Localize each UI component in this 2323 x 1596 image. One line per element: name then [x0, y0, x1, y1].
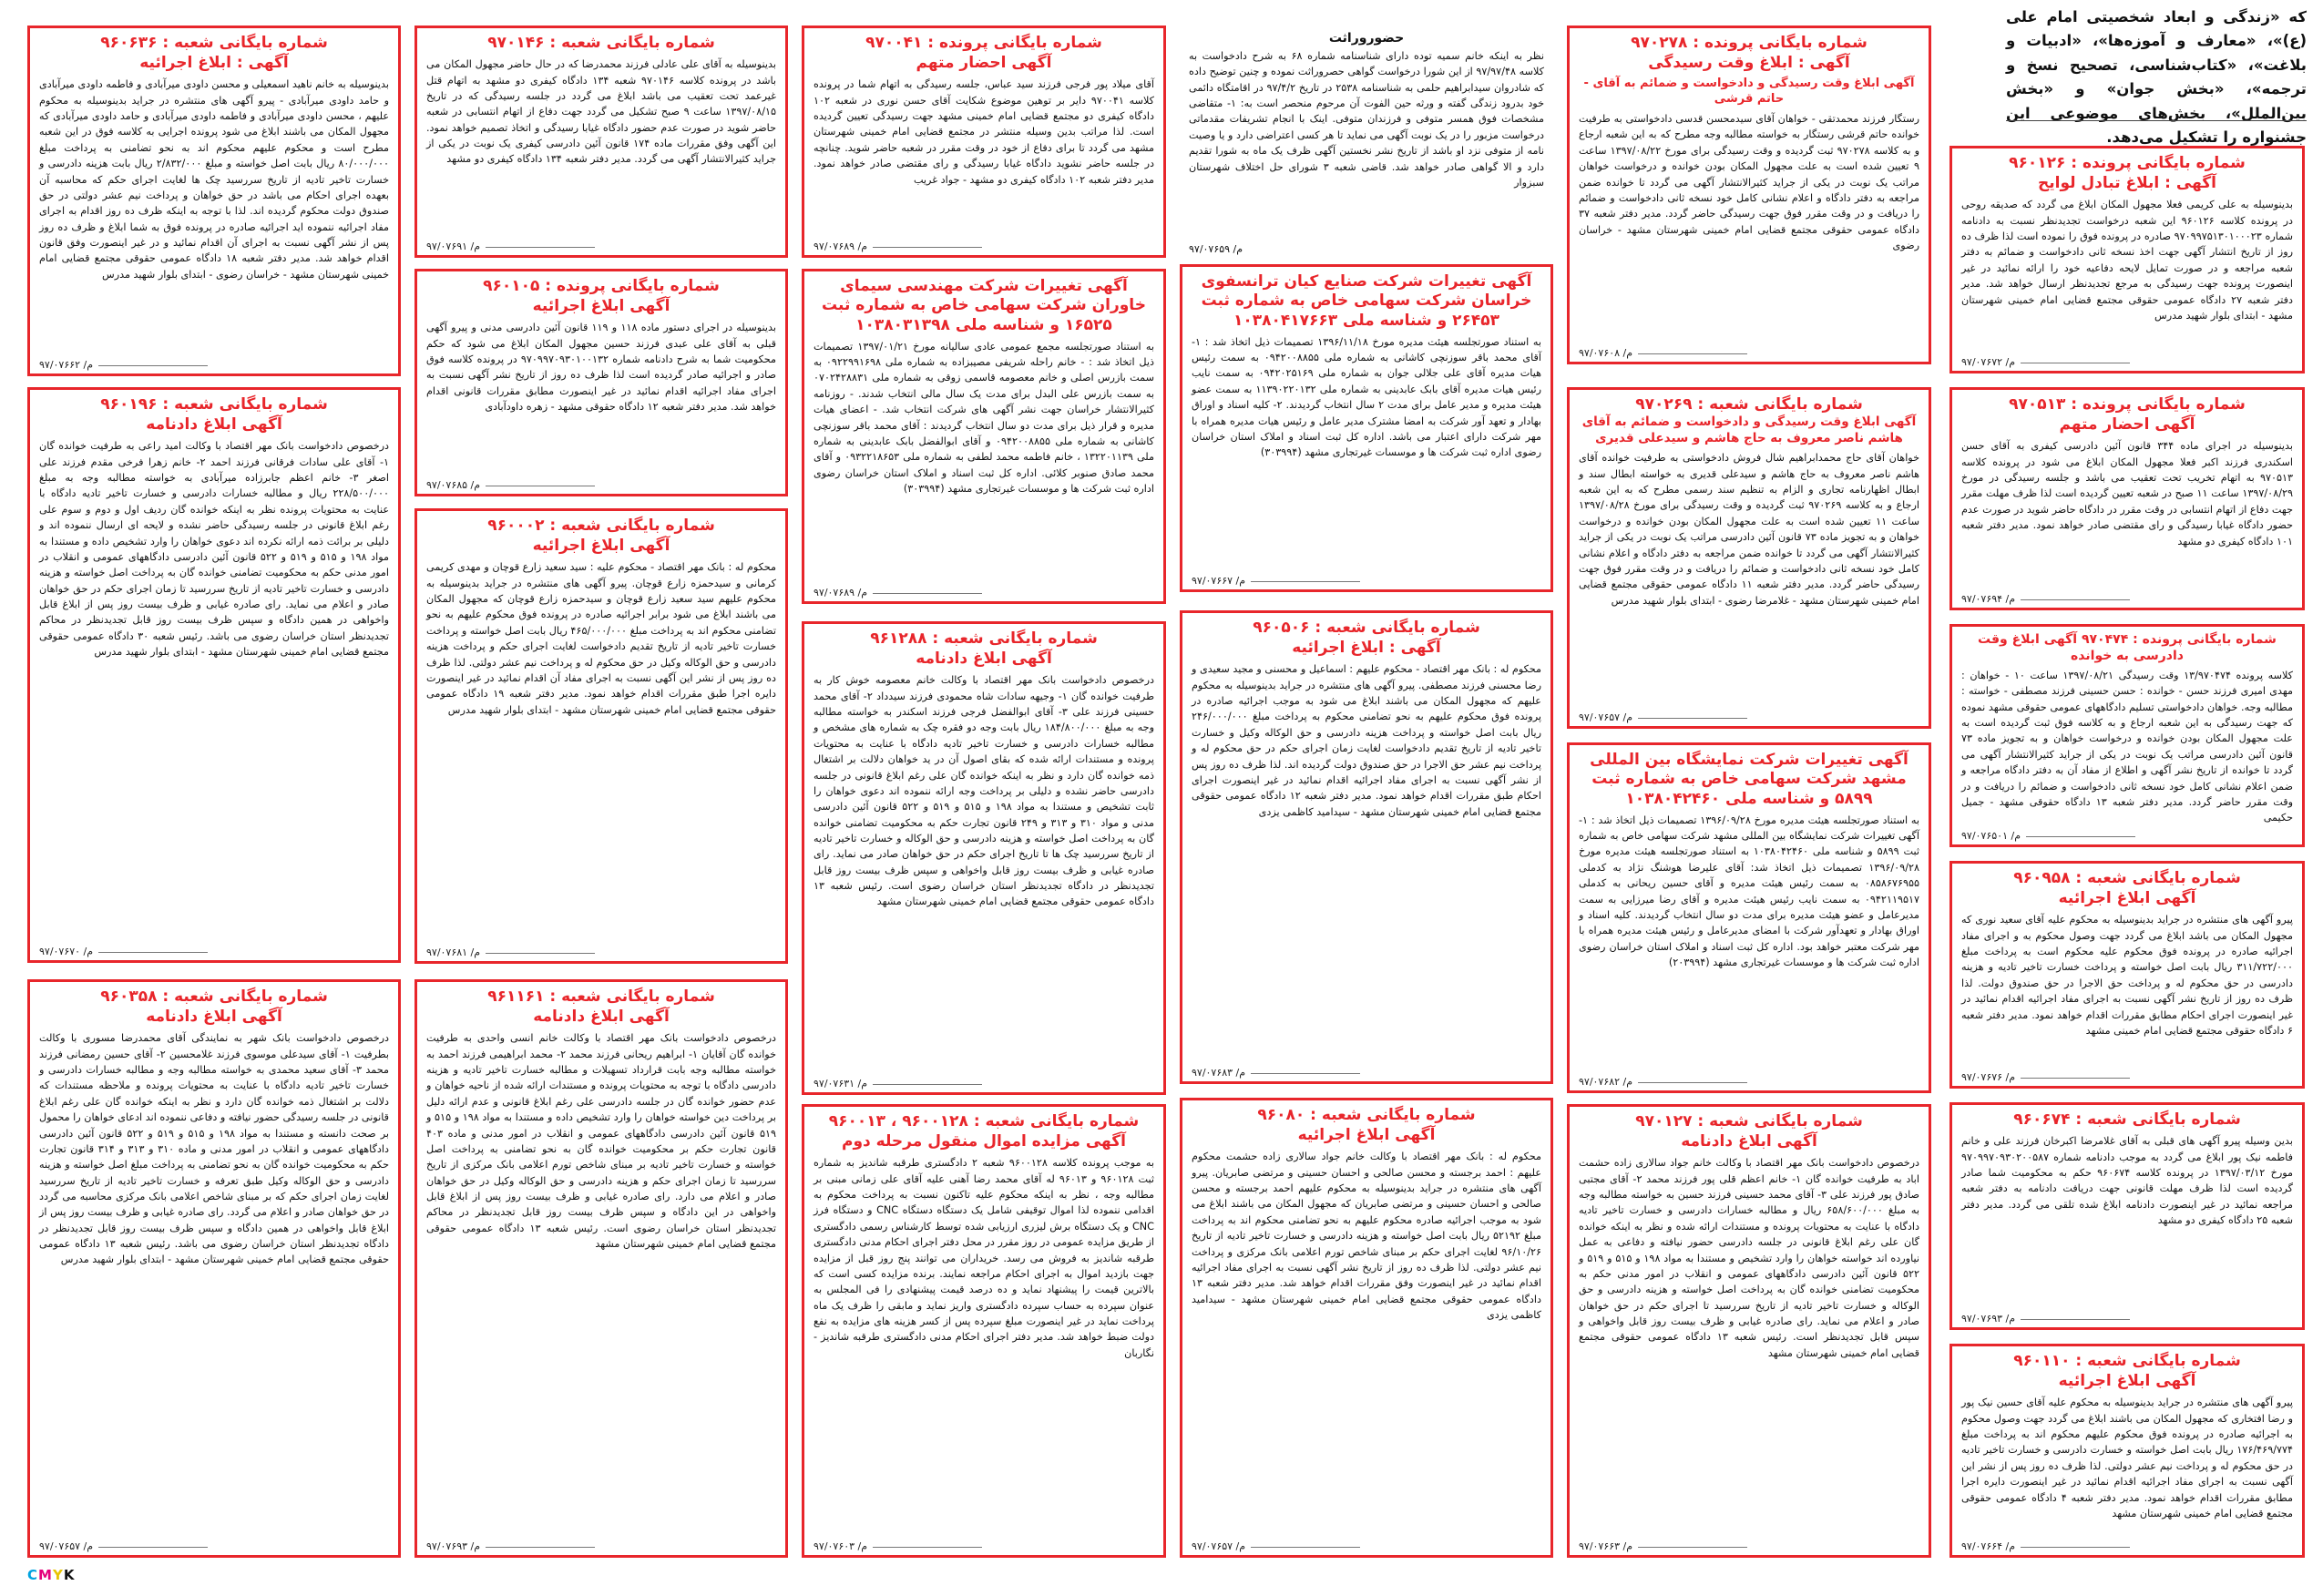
ad-box	[414, 26, 788, 258]
ad-box	[414, 269, 788, 496]
ad-body: بدینوسیله به علی کریمی فعلا مجهول المکان ابلاغ می گردد که صدیقه روحی در پرونده کلاسه ۹۶۰۱۲۶ این شعبه درخواست تجدیدنظر نسبت به دادنامه شماره ۹۷۰۹۹۷۵۱۳۰۱۰۰۰۲۳ صادره در پرونده فوق را نموده است لذا ظرف ده روز از تاریخ انتشار آگهی جهت اخذ نسخه ثانی دادخواست و ضمائم به دفتر شعبه مراجعه و در صورت تمایل لایحه دفاعیه خود را ارائه نمائید در غیر اینصورت پرونده جهت رسیدگی به مرجع تجدیدنظر ارسال خواهد شد. مدیر دفتر شعبه ۲۷ دادگاه عمومی حقوقی مجتمع قضایی امام خمینی شهرستان مشهد - ابتدای بلوار شهید مدرس	[1961, 199, 2293, 322]
ad-number: شماره بایگانی شعبه : ۹۷۰۲۶۹	[1635, 395, 1863, 414]
ad-number: شماره بایگانی شعبه : ۹۶۰۳۵۸	[100, 987, 328, 1006]
ad-number: شماره بایگانی شعبه : ۹۶۰۰۱۲۸ ، ۹۶۰۰۱۳	[828, 1112, 1140, 1130]
ad-box	[414, 508, 788, 964]
ad-box	[27, 979, 401, 1558]
ad-code: ۹۷/۰۷۶۳۱ /م	[814, 1078, 982, 1090]
ad-title: آگهی : ابلاغ اجرائیه	[139, 54, 289, 73]
ad-title: آگهی : ابلاغ تبادل لوایح	[2037, 174, 2217, 193]
ad-body: پیرو آگهی های منتشره در جراید بدینوسیله به محکوم علیه آقای حسین نیک پور و رضا افتخاری که مجهول المکان می باشند ابلاغ می گردد جهت وصول محکوم به اجرائیه صادره در پرونده فوق محکوم علیهم محکوم اند به پرداخت مبلغ ۱۷۶/۴۶۹/۷۷۴ ریال بابت اصل خواسته و خسارت دادرسی و خسارت تاخیر تادیه در حق محکوم له و پرداخت نیم عشر دولتی. لذا ظرف ده روز پس از نشر این آگهی نسبت به اجرای مفاد اجرائیه اقدام نمائید در غیر اینصورت دایره اجرا مطابق مقررات اقدام خواهد نمود. مدیر دفتر شعبه ۴ دادگاه عمومی حقوقی مجتمع قضایی امام خمینی شهرستان مشهد	[1961, 1396, 2293, 1519]
ad-body: محکوم له : بانک مهر اقتصاد با وکالت خانم جواد سالاری زاده حشمت محکوم علیهم : احمد برجسته و محسن صالحی و احسان حسینی و مرتضی صابریان. پیرو آگهی های منتشره در جراید بدینوسیله به محکوم علیهم احمد برجسته و محسن صالحی و احسان حسینی و مرتضی صابریان که مجهول المکان می باشند ابلاغ می شود به موجب اجرائیه صادره محکوم علیهم به نحو تضامنی محکوم اند به پرداخت مبلغ ۵۲۱۹۲ ریال بابت اصل خواسته و هزینه دادرسی و خسارت تاخیر تادیه از تاریخ ۹۶/۱۰/۲۶ لغایت اجرای حکم بر مبنای شاخص تورم اعلامی بانک مرکزی و پرداخت نیم عشر دولتی. لذا ظرف ده روز از تاریخ نشر آگهی نسبت به اجرای مفاد اجرائیه اقدام نمائید در غیر اینصورت وفق مقررات اقدام خواهد شد. مدیر دفتر شعبه ۱۳ دادگاه عمومی حقوقی مجتمع قضایی امام خمینی شهرستان مشهد - سیدامید کاظمی یزدی	[1192, 1151, 1541, 1321]
ad-body: بدینوسیله در اجرای دستور ماده ۱۱۸ و ۱۱۹ قانون آئین دادرسی مدنی و پیرو آگهی قبلی به آقای علی عبدی فرزند حسین مجهول المکان ابلاغ می شود که حکم محکومیت شما به شرح دادنامه شماره ۹۷۰۹۹۷۰۹۳۰۱۰۰۱۳۲ در پرونده کلاسه فوق صادر و اجرائیه صادر گردیده است لذا ظرف ده روز از تاریخ نشر آگهی نسبت به اجرای مفاد اجرائیه اقدام نمائید در غیر اینصورت مطابق مقررات قانونی اقدام خواهد شد. مدیر دفتر شعبه ۱۲ دادگاه حقوقی مشهد - زهره داودآبادی	[426, 322, 777, 414]
ad-number: شماره بایگانی شعبه : ۹۶۰۸۰	[1257, 1106, 1476, 1124]
ad-code: ۹۷/۰۷۶۹۱ /م	[426, 240, 595, 252]
ad-number: شماره بایگانی شعبه : ۹۷۰۱۴۶	[487, 34, 715, 52]
ad-code: ۹۷/۰۷۶۶۲ /م	[39, 359, 208, 371]
ad-title: آگهی ابلاغ دادنامه	[146, 415, 282, 435]
ad-title: آگهی ابلاغ اجرائیه	[2058, 889, 2196, 908]
ad-body: بدینوسیله در اجرای ماده ۳۴۴ قانون آئین دادرسی کیفری به آقای حسن اسکندری فرزند اکبر فعلا مجهول المکان ابلاغ می شود در پرونده کلاسه ۹۷۰۵۱۳ به اتهام تخریب تحت تعقیب می باشد و جلسه رسیدگی در مورخ ۱۳۹۷/۰۸/۲۹ ساعت ۱۱ صبح در شعبه تعیین گردیده است لذا ظرف مهلت مقرر جهت دفاع از اتهام انتسابی در وقت مقرر در دادگاه حاضر شوید در صورت عدم حضور دادگاه غیابا رسیدگی و رای مقتضی صادر خواهد نمود. مدیر دفتر شعبه ۱۰۱ دادگاه کیفری دو مشهد	[1961, 440, 2294, 547]
divider	[2006, 120, 2307, 121]
ad-title: آگهی احضار متهم	[916, 54, 1052, 73]
ad-number: شماره بایگانی پرونده : ۹۷۰۴۷۴ آگهی ابلاغ وقت دادرسی به خوانده	[1978, 632, 2277, 663]
ad-body: خواهان آقای حاج محمدابراهیم شال فروش دادخواستی به طرفیت خوانده آقای هاشم ناصر معروف به حاج هاشم و سیدعلی قدیری به خواسته ابطال سند و ابطال اظهارنامه تجاری و الزام به تنظیم سند رسمی مطرح که به این شعبه ارجاع و به کلاسه ۹۷۰۲۶۹ ثبت گردیده و وقت رسیدگی برای مورخ ۱۳۹۷/۰۸/۲۸ ساعت ۱۱ تعیین شده است به علت مجهول المکان بودن خوانده و درخواست خواهان و به تجویز ماده ۷۳ قانون آئین دادرسی مراتب یک نوبت در یکی از جراید کثیرالانتشار آگهی می گردد تا خوانده ضمن مراجعه به دفتر دادگاه و اعلام نشانی کامل خود نسخه ثانی دادخواست و ضمائم را دریافت و در وقت مقرر فوق جهت رسیدگی حاضر گردد. مدیر دفتر شعبه ۱۱ دادگاه عمومی حقوقی مجتمع قضایی امام خمینی شهرستان مشهد - غلامرضا رضوی - ابتدای بلوار شهید مدرس	[1579, 452, 1919, 607]
ad-title: آگهی ابلاغ وقت رسیدگی و دادخواست و ضمائم به آقای هاشم ناصر معروف به حاج هاشم و سیدعلی قدیری	[1581, 414, 1917, 445]
ad-code: ۹۷/۰۷۶۹۳ /م	[426, 1540, 595, 1552]
ad-number: آگهی تغییرات شرکت مهندسی سیمای خاوران شرکت سهامی خاص به شماره ثبت ۱۶۵۲۵ و شناسه ملی ۱۰۳۸۰۳۱۳۹۸	[822, 277, 1146, 334]
ad-code: ۹۷/۰۷۶۰۸ /م	[1579, 347, 1747, 359]
ad-box	[27, 387, 401, 963]
ad-code: ۹۷/۰۷۶۹۳ /م	[1961, 1313, 2130, 1325]
ad-code: ۹۷/۰۷۶۶۴ /م	[1961, 1540, 2130, 1552]
ad-code: ۹۷/۰۷۶۸۲ /م	[1579, 1076, 1747, 1088]
ad-body: کلاسه پرونده ۱۳/۹۷۰۴۷۴ وقت رسیدگی ۱۳۹۷/۰۸/۲۱ ساعت ۱۰ - خواهان : مهدی امیری فرزند حسن - خوانده : حسن حسینی فرزند مصطفی - خواسته : مطالبه وجه. خواهان دادخواستی تسلیم دادگاههای عمومی حقوقی مشهد نموده که جهت رسیدگی به این شعبه ارجاع و به کلاسه فوق ثبت گردیده است به علت مجهول المکان بودن خوانده و درخواست خواهان و به تجویز ماده ۷۳ قانون آئین دادرسی مراتب یک نوبت در یکی از جراید کثیرالانتشار آگهی می گردد تا خوانده از تاریخ نشر آگهی و اطلاع از مفاد آن به دفتر دادگاه مراجعه و ضمن اعلام نشانی کامل خود نسخه ثانی دادخواست و ضمائم را دریافت و در وقت مقرر حاضر گردد. مدیر دفتر شعبه ۱۳ دادگاه حقوقی مشهد - جمیل حکیمی	[1961, 670, 2294, 824]
ad-body: به استناد صورتجلسه مجمع عمومی عادی سالیانه مورخ ۱۳۹۷/۰۱/۲۱ تصمیمات ذیل اتخاذ شد : - خانم راحله شریفی مصیبزاده به شماره ملی ۰۹۲۲۹۹۱۶۹۸ به سمت بازرس اصلی و خانم معصومه قاسمی زوقی به شماره ملی ۰۷۰۲۴۲۸۸۳۱ به سمت بازرس علی البدل برای مدت یک سال مالی انتخاب شدند. - روزنامه کثیرالانتشار خراسان جهت نشر آگهی های شرکت انتخاب شد. - اعضای هیات مدیره و قرار ذیل برای مدت دو سال انتخاب گردیدند : آقای محمد باقر سوزنچی کاشانی به شماره ملی ۰۹۴۲۰۰۸۸۵۵ و آقای ابوالفضل بابک عابدینی به شماره ملی ۱۳۲۲۰۱۱۳۹ ، خانم فاطمه محمد لطفی به شماره ملی ۰۹۳۲۲۱۸۶۵۳ و آقای محمد صادق صنوبر کلائی. اداره کل ثبت اسناد و املاک استان خراسان رضوی اداره ثبت شرکت ها و موسسات غیرتجاری مشهد (۳۰۳۹۹۴)	[814, 340, 1155, 495]
ad-body: بدین وسیله پیرو آگهی های قبلی به آقای غلامرضا اکبرخان فرزند علی و خانم فاطمه نیک پور ابلاغ می گردد به موجب دادنامه شماره ۹۷۰۹۹۷۰۹۳۰۲۰۰۵۸۷ مورخ ۱۳۹۷/۰۳/۱۲ در پرونده کلاسه ۹۶۰۶۷۴ حکم به محکومیت شما صادر گردیده است لذا ظرف مهلت قانونی جهت دریافت دادنامه به دفتر شعبه مراجعه نمائید در غیر اینصورت دادنامه ابلاغ شده تلقی می گردد. مدیر دفتر شعبه ۲۵ دادگاه کیفری دو مشهد	[1961, 1135, 2293, 1227]
ad-body: درخصوص دادخواست بانک مهر اقتصاد با وکالت امید راعی به طرفیت خوانده گان ۱- آقای علی سادات فرقانی فرزند احمد ۲- خانم زهرا فرخی مقدم فرزند علی اصغر ۳- خانم اعظم جابرزاده میرآبادی به خواسته مطالبه وجه به مبلغ ۲۲۸/۵۰۰/۰۰۰ ریال و مطالبه خسارات دادرسی و خسارت تاخیر تادیه دادگاه با عنایت به محتویات پرونده نظر به اینکه خوانده گان ردیف اول و دوم و سوم علی رغم ابلاغ قانونی در جلسه رسیدگی حاضر نشده و لایحه ای ارسال ننموده اند و دلیلی بر برائت ذمه ارائه نکرده اند دعوی خواهان را وارد تشخیص داده و مستندا به مواد ۱۹۸ و ۵۱۵ و ۵۱۹ و ۵۲۲ قانون آئین دادرسی دادگاههای عمومی و انقلاب در امور مدنی حکم به محکومیت تضامنی خوانده گان به پرداخت اصل خواسته و هزینه دادرسی و خسارت تاخیر تادیه از تاریخ سررسید تا زمان اجرای حکم در حق خواهان صادر و اعلام می نماید. رای صادره غیابی و ظرف بیست روز پس از ابلاغ قابل واخواهی در همین دادگاه و سپس ظرف بیست روز قابل تجدیدنظر در محاکم تجدیدنظر استان خراسان رضوی می باشد. رئیس شعبه ۳۰ دادگاه عمومی حقوقی مجتمع قضایی امام خمینی شهرستان مشهد - ابتدای بلوار شهید مدرس	[39, 440, 390, 659]
ad-box	[1949, 146, 2305, 373]
ad-body: پیرو آگهی های منتشره در جراید بدینوسیله به محکوم علیه آقای سعید نوری که مجهول المکان می باشد ابلاغ می گردد جهت وصول محکوم به و اجرای مفاد اجرائیه صادره در پرونده فوق محکوم علیه محکوم است به پرداخت مبلغ ۳۱۱/۷۲۲/۰۰۰ ریال بابت اصل خواسته و پرداخت خسارت تاخیر تادیه و هزینه دادرسی در حق محکوم له و پرداخت حق الاجرا در حق صندوق دولت. لذا ظرف ده روز از تاریخ نشر آگهی نسبت به اجرای مفاد اجرائیه اقدام نمائید در غیر اینصورت اجرای احکام مطابق مقررات اقدام خواهد نمود. مدیر دفتر شعبه ۶ دادگاه حقوقی مجتمع قضایی امام خمینی مشهد	[1961, 914, 2293, 1037]
cmyk-y: Y	[52, 1567, 64, 1583]
ad-number: شماره بایگانی پرونده : ۹۶۰۱۰۵	[483, 277, 720, 295]
ad-body: رستگار فرزند محمدتقی - خواهان آقای سیدمحسن قدسی دادخواستی به طرفیت خوانده حاتم قرشی رستگار به خواسته مطالبه وجه مطرح که به این شعبه ارجاع و به کلاسه ۹۷۰۲۷۸ ثبت گردیده و وقت رسیدگی برای مورخ ۱۳۹۷/۰۸/۲۲ ساعت ۹ تعیین شده است به علت مجهول المکان بودن خوانده و درخواست خواهان مراتب یک نوبت در یکی از جراید کثیرالانتشار آگهی می گردد تا خوانده ضمن مراجعه به دفتر دادگاه و اعلام نشانی کامل خود نسخه ثانی دادخواست و ضمائم را دریافت و در وقت مقرر فوق جهت رسیدگی حاضر گردد. مدیر دفتر شعبه ۳۷ دادگاه عمومی حقوقی مجتمع قضایی امام خمینی شهرستان مشهد - خراسان رضوی	[1579, 113, 1919, 251]
ad-box	[802, 621, 1166, 1095]
ad-code: ۹۷/۰۷۶۷۶ /م	[1961, 1071, 2130, 1083]
ad-code: ۹۷/۰۷۶۰۳ /م	[814, 1540, 982, 1552]
cmyk-k: K	[63, 1567, 76, 1583]
ad-number: شماره بایگانی شعبه : ۹۶۰۵۰۶	[1253, 619, 1480, 637]
ad-box	[802, 26, 1166, 258]
ad-code: ۹۷/۰۷۶۸۵ /م	[426, 479, 595, 491]
ad-body: به موجب پرونده کلاسه ۹۶۰۰۱۲۸ شعبه ۲ دادگستری طرقبه شاندیز به شماره ثبت ۹۶۰۱۲۸ و ۹۶۰۱۳ له آقای محمد رضا آهنی علیه آقای علی زمانی مبنی بر مطالبه وجه ، نظر به اینکه محکوم علیه تاکنون نسبت به پرداخت محکوم به اقدامی ننموده لذا اموال توقیفی شامل یک دستگاه دستگاه CNC و دستگاه فرز CNC و یک دستگاه برش لیزری ارزیابی شده توسط کارشناس رسمی دادگستری از طریق مزایده عمومی در روز مقرر در محل دفتر اجرای احکام مدنی دادگستری طرقبه شاندیز به فروش می رسد. خریداران می توانند پنج روز قبل از مزایده جهت بازدید اموال به اجرای احکام مراجعه نمایند. برنده مزایده کسی است که بالاترین قیمت را پیشنهاد نماید و ده درصد قیمت پیشنهادی را فی المجلس به عنوان سپرده به حساب سپرده دادگستری واریز نماید و مابقی را ظرف یک ماه پرداخت نماید در غیر اینصورت مبلغ سپرده پس از کسر هزینه های مزایده به نفع دولت ضبط خواهد شد. مدیر دفتر اجرای احکام مدنی دادگستری طرقبه شاندیز - نگاربان	[814, 1157, 1155, 1359]
ad-title: آگهی مزایده اموال منقول مرحله دوم	[842, 1132, 1126, 1151]
ad-code: ۹۷/۰۷۶۵۰۱ /م	[1961, 830, 2135, 842]
ad-number: شماره بایگانی شعبه : ۹۶۰۹۵۸	[2013, 869, 2241, 887]
ad-code: ۹۷/۰۷۶۵۷ /م	[1192, 1540, 1360, 1552]
ad-body: محکوم له : بانک مهر اقتصاد - محکوم علیه : سید سعید زارع قوچان و مهدی کریمی کرمانی و سیدحمزه زارع قوچان. پیرو آگهی های منتشره در جراید بدینوسیله به محکوم علیهم سید سعید زارع قوچان و سیدحمزه زارع قوچان که مجهول المکان می باشند ابلاغ می شود برابر اجرائیه صادره در پرونده فوق محکوم علیهم به نحو تضامنی محکوم اند به پرداخت مبلغ ۴۶۵/۰۰۰/۰۰۰ ریال بابت اصل خواسته و پرداخت خسارت تاخیر تادیه از تاریخ تقدیم دادخواست لغایت اجرای حکم و پرداخت هزینه دادرسی و حق الوکاله وکیل در حق محکوم له و پرداخت نیم عشر دولتی. لذا ظرف ده روز پس از نشر این آگهی نسبت به اجرای مفاد آن اقدام نمائید در غیر اینصورت دایره اجرا طبق مقررات اقدام خواهد نمود. مدیر دفتر شعبه ۱۹ دادگاه عمومی حقوقی مجتمع قضایی امام خمینی شهرستان مشهد - ابتدای بلوار شهید مدرس	[426, 561, 776, 716]
ad-body: به استناد صورتجلسه هیئت مدیره مورخ ۱۳۹۶/۱۱/۱۸ تصمیمات ذیل اتخاذ شد : ۱- آقای محمد باقر سوزنچی کاشانی به شماره ملی ۰۹۴۲۰۰۸۸۵۵ به سمت رئیس هیات مدیره آقای علی جلالی جوان به شماره ملی ۰۹۴۲۰۲۵۱۶۹ به سمت نایب رئیس هیات مدیره آقای بابک عابدینی به شماره ملی ۱۱۳۹۰۲۲۰۱۳۲ به سمت عضو هیئت مدیره و مدیر عامل برای مدت ۲ سال انتخاب گردیدند. ۲- کلیه اسناد و اوراق بهادار و تعهد آور شرکت به امضا مشترک مدیر عامل و رئیس هیات مدیره همراه با مهر شرکت دارای اعتبار می باشد. اداره کل ثبت اسناد و املاک استان خراسان رضوی اداره ثبت شرکت ها و موسسات غیرتجاری مشهد (۳۰۳۹۹۴)	[1192, 335, 1541, 459]
ad-box	[1949, 1102, 2305, 1330]
ad-title: آگهی احضار متهم	[2059, 415, 2195, 435]
ad-title: آگهی : ابلاغ اجرائیه	[1292, 639, 1441, 658]
ad-title: آگهی ابلاغ اجرائیه	[532, 537, 670, 556]
ad-code: ۹۷/۰۷۶۶۷ /م	[1192, 575, 1360, 587]
ad-body: نظر به اینکه خانم سمیه توده دارای شناسنامه شماره ۶۸ به شرح دادخواست به کلاسه ۹۷/۹۷/۴۸ از این شورا درخواست گواهی حصروراثت نموده و چنین توضیح داده که شادروان سیدابراهیم حلمی به شناسنامه ۲۵۳۸ در تاریخ ۹۷/۴/۲ در اقامتگاه دائمی خود بدرود زندگی گفته و ورثه حین الفوت آن مرحوم منحصر است به: ۱- متقاضی مشخصات فوق همسر متوفی و فرزندان متوفی. اینک با انجام تشریفات مقدماتی درخواست مزبور را در یک نوبت آگهی می نماید تا هر کسی اعتراضی دارد و یا وصیت نامه از متوفی نزد او باشد از تاریخ نشر نخستین آگهی ظرف یک ماه به شورا تقدیم دارد و الا گواهی صادر خواهد شد. قاضی شعبه ۳ شورای حل اختلاف شهرستان سبزوار	[1189, 50, 1545, 189]
ad-box	[1567, 1104, 1931, 1558]
ad-box	[1949, 1344, 2305, 1558]
ad-number: شماره بایگانی شعبه : ۹۷۰۱۲۷	[1635, 1112, 1863, 1130]
ad-box	[1180, 610, 1553, 1084]
ad-box	[1949, 861, 2305, 1089]
ad-box	[1180, 1098, 1553, 1558]
ad-body: درخصوص دادخواست بانک شهر به نمایندگی آقای محمدرضا مسوری با وکالت بطرفیت ۱- آقای سیدعلی موسوی فرزند غلامحسین ۲- آقای حسین رمضانی فرزند محمد ۳- آقای سعید محمدی به خواسته مطالبه وجه و مطالبه خسارات دادرسی و خسارت تاخیر تادیه دادگاه با عنایت به محتویات پرونده و ملاحظه مستندات که دلالت بر اشتغال ذمه خوانده گان دارد و نظر به اینکه خوانده گان علی رغم ابلاغ قانونی در جلسه رسیدگی حضور نیافته و دفاعی ننموده اند ادعای خواهان را محمول بر صحت دانسته و مستندا به مواد ۱۹۸ و ۵۱۵ و ۵۱۹ و ۵۲۲ قانون آئین دادرسی دادگاههای عمومی و انقلاب در امور مدنی و ماده ۳۱۰ و ۳۱۳ و ۳۱۴ قانون تجارت حکم به محکومیت خوانده گان به نحو تضامنی به پرداخت مبلغ اصل خواسته و هزینه دادرسی و حق الوکاله وکیل طبق تعرفه و خسارت تاخیر تادیه از تاریخ سررسید لغایت زمان اجرای حکم که بر مبنای شاخص اعلامی بانک مرکزی محاسبه می گردد در حق خواهان صادر و اعلام می گردد. رای صادره غیابی و ظرف بیست روز پس از ابلاغ قابل واخواهی در همین دادگاه و سپس ظرف بیست روز قابل تجدیدنظر در دادگاه تجدیدنظر استان خراسان رضوی می باشد. رئیس شعبه ۱۳ دادگاه عمومی حقوقی مجتمع قضایی امام خمینی شهرستان مشهد - ابتدای بلوار شهید مدرس	[39, 1032, 390, 1266]
ad-number: شماره بایگانی پرونده : ۹۷۰۲۷۸	[1631, 34, 1868, 52]
ad-box	[802, 1104, 1166, 1558]
ad-title: آگهی ابلاغ دادنامه	[1681, 1132, 1817, 1151]
ad-number: شماره بایگانی شعبه : ۹۶۰۱۱۰	[2013, 1352, 2241, 1370]
ad-box	[1949, 624, 2305, 847]
ad-code: ۹۷/۰۷۶۵۷ /م	[1579, 711, 1747, 723]
ad-box	[27, 26, 401, 376]
ad-body: آقای میلاد پور فرجی فرزند سید عباس، جلسه رسیدگی به اتهام شما در پرونده کلاسه ۹۷۰۰۴۱ دایر بر توهین موضوع شکایت آقای حسن نوری در شعبه ۱۰۲ دادگاه کیفری دو مجتمع قضایی امام خمینی مشهد جهت رسیدگی تعیین گردیده است. لذا مراتب بدین وسیله منتشر در مجتمع قضایی امام خمینی شهرستان مشهد می گردد تا برای دفاع از خود در وقت مقرر در شعبه حاضر شوید. چنانچه در جلسه حاضر نشوید دادگاه غیابا رسیدگی و رای مقتضی صادر خواهد نمود. مدیر دفتر شعبه ۱۰۲ دادگاه کیفری دو مشهد - جواد غریب	[814, 78, 1154, 186]
cmyk-c: C	[27, 1567, 39, 1583]
ad-box	[802, 269, 1166, 604]
ad-body: بدینوسیله به آقای علی عادلی فرزند محمدرضا که در حال حاضر مجهول المکان می باشد در پرونده کلاسه ۹۷۰۱۴۶ شعبه ۱۳۴ دادگاه کیفری دو مشهد به اتهام قتل غیرعمد تحت تعقیب می باشد ابلاغ می گردد در جلسه رسیدگی که در تاریخ ۱۳۹۷/۰۸/۱۵ ساعت ۹ صبح تشکیل می گردد جهت دفاع از اتهام انتسابی در شعبه حاضر شوید در صورت عدم حضور دادگاه غیابا رسیدگی و اتخاذ تصمیم خواهد نمود. این آگهی وفق مقررات ماده ۱۷۴ قانون آئین دادرسی کیفری یک نوبت در یکی از جراید کثیرالانتشار آگهی می گردد. مدیر دفتر شعبه ۱۳۴ دادگاه کیفری دو مشهد	[426, 58, 776, 166]
ad-code: ۹۷/۰۷۶۵۷ /م	[39, 1540, 208, 1552]
ad-code: ۹۷/۰۷۶۸۹ /م	[814, 587, 982, 598]
ad-number: شماره بایگانی شعبه : ۹۶۱۲۸۸	[870, 629, 1098, 648]
cmyk-m: M	[38, 1567, 53, 1583]
ad-code: ۹۷/۰۷۶۸۹ /م	[814, 240, 982, 252]
ad-body: درخصوص دادخواست بانک مهر اقتصاد با وکالت خانم معصومه خوش کار به طرفیت خوانده گان ۱- وجیهه سادات شاه محمودی فرزند سیدداد ۲- آقای محمد حسینی فرزند علی ۳- آقای ابوالفضل فرجی فرزند اسکندر به خواسته مطالبه وجه به مبلغ ۱۸۴/۸۰۰/۰۰۰ ریال بابت وجه دو فقره چک به شماره های مشخص و مطالبه خسارات دادرسی و خسارت تاخیر تادیه دادگاه با عنایت به محتویات پرونده و مستندات ارائه شده که بقای اصول آن در ید خواهان دلالت بر اشتغال ذمه خوانده گان دارد و نظر به اینکه خوانده گان علی رغم ابلاغ قانونی در جلسه دادرسی حاضر نشده و دلیلی بر پرداخت وجه ارائه ننموده اند دعوی خواهان را ثابت تشخیص و مستندا به مواد ۱۹۸ و ۵۱۵ و ۵۱۹ و ۵۲۲ قانون آئین دادرسی مدنی و مواد ۳۱۰ و ۳۱۳ و ۲۴۹ قانون تجارت حکم به محکومیت تضامنی خوانده گان به پرداخت اصل خواسته و هزینه دادرسی و حق الوکاله و خسارت تاخیر تادیه از تاریخ سررسید چک ها تا تاریخ اجرای حکم در حق خواهان صادر می نماید. رای صادره غیابی و ظرف بیست روز قابل واخواهی و سپس ظرف بیست روز قابل تجدیدنظر در دادگاه تجدیدنظر استان خراسان رضوی است. رئیس شعبه ۱۳ دادگاه عمومی حقوقی مجتمع قضایی امام خمینی شهرستان مشهد	[814, 674, 1155, 908]
ad-title: آگهی : ابلاغ وقت رسیدگی	[1648, 54, 1850, 73]
ad-number: شماره بایگانی پرونده : ۹۷۰۵۱۳	[2009, 395, 2246, 414]
ad-code: ۹۷/۰۷۶۷۲ /م	[1961, 356, 2130, 368]
ad-box	[1949, 387, 2305, 610]
ad-box	[1567, 742, 1931, 1093]
cmyk-registration-mark	[27, 1567, 75, 1583]
ad-number: شماره بایگانی شعبه : ۹۶۰۶۷۴	[2013, 1110, 2241, 1129]
ad-code: ۹۷/۰۷۶۶۳ /م	[1579, 1540, 1747, 1552]
ad-title: آگهی ابلاغ دادنامه	[533, 1008, 670, 1027]
ad-code: ۹۷/۰۷۶۹۴ /م	[1961, 593, 2130, 605]
ad-title: آگهی ابلاغ اجرائیه	[2058, 1372, 2196, 1391]
ad-box	[414, 979, 788, 1558]
ad-box	[1567, 26, 1931, 364]
ad-number: شماره بایگانی پرونده : ۹۶۰۱۲۶	[2009, 154, 2246, 172]
ad-body: به استناد صورتجلسه هیئت مدیره مورخ ۱۳۹۶/۰۹/۲۸ تصمیمات ذیل اتخاذ شد : ۱- آگهی تغییرات شرکت نمایشگاه بین المللی مشهد شرکت سهامی خاص به شماره ثبت ۵۸۹۹ و شناسه ملی ۱۰۳۸۰۴۲۴۶۰ به استناد صورتجلسه هیئت مدیره مورخ ۱۳۹۶/۰۹/۲۸ تصمیمات ذیل اتخاذ شد: آقای علیرضا هوشنگ نژاد به کدملی ۰۸۵۸۶۷۶۹۵۵ به سمت رئیس هیئت مدیره و آقای حسین ریحانی به کدملی ۰۹۴۲۱۱۹۵۱۷ به سمت نایب رئیس هیئت مدیره و آقای رضا میرزایی به سمت مدیرعامل و عضو هیئت مدیره برای مدت دو سال انتخاب گردیدند. کلیه اسناد و اوراق بهادار و تعهدآور شرکت با امضای مدیرعامل و رئیس هیئت مدیره همراه با مهر شرکت معتبر خواهد بود. اداره کل ثبت اسناد و املاک استان خراسان رضوی اداره ثبت شرکت ها و موسسات غیرتجاری مشهد (۲۰۳۹۹۴)	[1579, 813, 1920, 968]
ad-number: آگهی تغییرات شرکت نمایشگاه بین المللی مشهد شرکت سهامی خاص به شماره ثبت ۵۸۹۹ و شناسه ملی ۱۰۳۸۰۴۲۴۶۰	[1590, 751, 1909, 808]
ad-title: آگهی ابلاغ اجرائیه	[1297, 1126, 1436, 1145]
ad-code: ۹۷/۰۷۶۷۰ /م	[39, 946, 208, 957]
ad-number: حضوروراثت	[1328, 31, 1405, 46]
ad-title: آگهی ابلاغ دادنامه	[916, 650, 1052, 669]
ad-box	[1180, 264, 1553, 592]
ad-body: درخصوص دادخواست بانک مهر اقتصاد با وکالت خانم انسی واحدی به طرفیت خوانده گان آقایان ۱- ابراهیم ریحانی فرزند محمد ۲- محمد ابراهیمی فرزند احمد به خواسته مطالبه وجه بابت قرارداد تسهیلات و مطالبه خسارت تاخیر تادیه و هزینه دادرسی دادگاه با توجه به محتویات پرونده و مستندات ارائه شده از ناحیه خواهان و عدم حضور خوانده گان در جلسه دادرسی علی رغم ابلاغ قانونی و عدم ارائه دلیل بر پرداخت دین خواسته خواهان را وارد تشخیص داده و مستندا به مواد ۱۹۸ و ۵۱۵ و ۵۱۹ قانون آئین دادرسی دادگاههای عمومی و انقلاب در امور مدنی و ماده ۴۰۳ قانون تجارت حکم بر محکومیت خوانده گان به نحو تضامنی به پرداخت اصل خواسته و خسارت تاخیر تادیه بر مبنای شاخص تورم اعلامی بانک مرکزی از تاریخ سررسید تا زمان اجرای حکم و هزینه دادرسی و حق الوکاله وکیل در حق خواهان صادر و اعلام می دارد. رای صادره غیابی و ظرف بیست روز پس از ابلاغ قابل واخواهی در این دادگاه و سپس ظرف بیست روز قابل تجدیدنظر در محاکم تجدیدنظر استان خراسان رضوی است. رئیس شعبه ۱۳ دادگاه عمومی حقوقی مجتمع قضایی امام خمینی شهرستان مشهد	[426, 1032, 776, 1251]
ad-code: ۹۷/۰۷۶۵۹ /م	[1189, 243, 1243, 255]
top-note-text: که «زندگی و ابعاد شخصیتی امام علی (ع)»، «معارف و آموزه‌ها»، «ادبیات و بلاغت»، «کتاب‌شناسی، تصحیح نسخ و ترجمه»، «بخش جوان» و «بخش بین‌الملل»، بخش‌های موضوعی این جشنواره را تشکیل می‌دهد.	[2006, 8, 2307, 146]
ad-number: آگهی تغییرات شرکت صنایع کیان ترانسفوی خراسان شرکت سهامی خاص به شماره ثبت ۲۶۴۵۳ و شناسه ملی ۱۰۳۸۰۴۱۷۶۶۳	[1201, 272, 1532, 330]
ad-number: شماره بایگانی شعبه : ۹۶۰۶۳۶	[100, 34, 328, 52]
ad-number: شماره بایگانی شعبه : ۹۶۱۱۶۱	[487, 987, 715, 1006]
ad-code: ۹۷/۰۷۶۸۳ /م	[1192, 1067, 1360, 1079]
ad-title: آگهی ابلاغ اجرائیه	[532, 297, 670, 316]
ad-code: ۹۷/۰۷۶۸۱ /م	[426, 946, 595, 958]
ad-body: محکوم له : بانک مهر اقتصاد - محکوم علیهم : اسماعیل و محسنی و مجید سعیدی و رضا محسنی فرزند مصطفی. پیرو آگهی های منتشره در جراید بدینوسیله به محکوم علیهم که مجهول المکان می باشند ابلاغ می شود به موجب اجرائیه صادره در پرونده فوق محکوم علیهم به نحو تضامنی محکوم به پرداخت مبلغ ۲۴۶/۰۰۰/۰۰۰ ریال بابت اصل خواسته و پرداخت هزینه دادرسی و حق الوکاله وکیل و خسارت تاخیر تادیه از تاریخ تقدیم دادخواست لغایت زمان اجرای حکم در حق محکوم له و پرداخت نیم عشر حق الاجرا در حق صندوق دولت گردیده اند. لذا ظرف ده روز پس از نشر آگهی نسبت به اجرای مفاد اجرائیه اقدام نمائید در غیر اینصورت اجرای احکام طبق مقررات اقدام خواهد نمود. مدیر دفتر شعبه ۱۲ دادگاه عمومی حقوقی مجتمع قضایی امام خمینی شهرستان مشهد - سیدامید کاظمی یزدی	[1192, 663, 1541, 818]
ad-title: آگهی ابلاغ دادنامه	[146, 1008, 282, 1027]
ad-box	[1567, 387, 1931, 729]
ad-subtitle: آگهی ابلاغ وقت رسیدگی و دادخواست و ضمائم به آقای - حاتم قرشی	[1583, 77, 1915, 107]
ad-plain	[1180, 26, 1553, 258]
ad-number: شماره بایگانی شعبه : ۹۶۰۱۹۶	[100, 395, 328, 414]
ad-body: درخصوص دادخواست بانک مهر اقتصاد با وکالت خانم جواد سالاری زاده حشمت اباد به طرفیت خوانده گان ۱- خانم اعظم قلی پور فرزند محمد ۲- آقای مجتبی صادق پور فرزند علی ۳- آقای محمد حسینی فرزند حسین به خواسته مطالبه وجه به مبلغ ۶۵۸/۶۰۰/۰۰۰ ریال و مطالبه خسارات دادرسی و خسارت تاخیر تادیه دادگاه با عنایت به محتویات پرونده و مستندات ارائه شده و نظر به اینکه خوانده گان علی رغم ابلاغ قانونی در جلسه دادرسی حضور نیافته و دفاعی به عمل نیاورده اند خواسته خواهان را وارد تشخیص و مستندا به مواد ۱۹۸ و ۵۱۵ و ۵۱۹ و ۵۲۲ قانون آئین دادرسی دادگاههای عمومی و انقلاب در امور مدنی حکم به محکومیت تضامنی خوانده گان به پرداخت اصل خواسته و هزینه دادرسی و حق الوکاله و خسارت تاخیر تادیه از تاریخ سررسید تا اجرای حکم در حق خواهان صادر و اعلام می نماید. رای صادره غیابی و ظرف بیست روز قابل واخواهی و سپس قابل تجدیدنظر است. رئیس شعبه ۱۳ دادگاه عمومی حقوقی مجتمع قضایی امام خمینی شهرستان مشهد	[1579, 1157, 1920, 1359]
ad-number: شماره بایگانی پرونده : ۹۷۰۰۴۱	[865, 34, 1102, 52]
ad-number: شماره بایگانی شعبه : ۹۶۰۰۰۲	[487, 517, 715, 535]
ad-body: بدینوسیله به خانم ناهید اسمعیلی و محسن داودی میرآبادی و فاطمه داودی میرآبادی و حامد داودی میرآبادی - پیرو آگهی های منتشره در جراید بدینوسیله به محکوم علیهم ، محسن داودی میرآبادی و فاطمه داودی میرآبادی و حامد داودی میرآبادی که مجهول المکان می باشند ابلاغ می شود پرونده اجرایی به کلاسه فوق در این شعبه مطرح است و محکوم علیهم محکوم اند به نحو تضامنی به پرداخت مبلغ ۸۰/۰۰۰/۰۰۰ ریال بابت اصل خواسته و مبلغ ۲/۸۳۲/۰۰۰ ریال بابت هزینه دادرسی و خسارت تاخیر تادیه از تاریخ سررسید چک ها لغایت اجرای حکم که محاسبه آن بعهده اجرای احکام می باشد در حق خواهان و پرداخت نیم عشر دولتی در حق صندوق دولت محکوم گردیده اند. لذا با توجه به اینکه ظرف ده روز اقدام به اجرای مفاد اجرائیه ننموده اید اجرائیه صادره در پرونده فوق به شما ابلاغ و ظرف ده روز پس از نشر آگهی نسبت به اجرای آن اقدام نمائید و در غیر اینصورت وفق قانون اقدام خواهد شد. مدیر دفتر شعبه ۱۸ دادگاه عمومی حقوقی مجتمع قضایی امام خمینی شهرستان مشهد - خراسان رضوی - ابتدای بلوار شهید مدرس	[39, 78, 389, 281]
